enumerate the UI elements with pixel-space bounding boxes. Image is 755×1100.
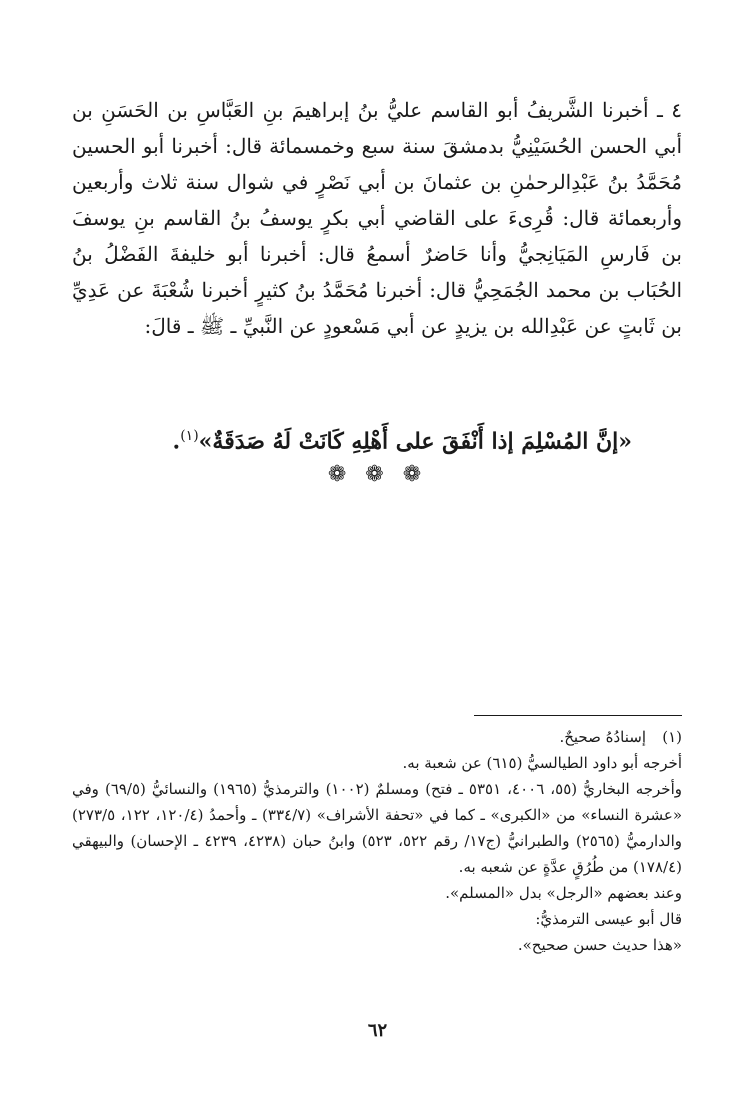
page-number: ٦٢ xyxy=(367,1020,388,1041)
main-text xyxy=(72,92,682,344)
isnad-paragraph: ٤ ـ أخبرنا الشَّريفُ أبو القاسم عليُّ بنُ إبراهيمَ بنِ العَبَّاسِ بن الحَسَنِ بن أبي الحسن الحُسَيْنِيُّ بدمشقَ سنة سبع وخمسمائة قال: أخبرنا أبو الحسين مُحَمَّدُ بنُ عَبْدِالرحمٰنِ بن عثمانَ بن أبي نَصْرٍ في شوال سنة ثلاث وأربعين وأربعمائة قال: قُرِىءَ على القاضي أبي بكرٍ يوسفُ بنُ القاسم بنِ يوسفَ بن فَارسِ المَيَانِجيُّ وأنا حَاضرٌ أسمعُ قال: أخبرنا أبو خليفةَ الفَضْلُ بنُ الحُبَاب بن محمد الجُمَحِيُّ قال: أخبرنا مُحَمَّدُ بنُ كثيرٍ أخبرنا شُعْبَةَ عن عَدِيِّ بن ثَابتٍ عن عَبْدِالله بن يزيدٍ عن أبي مَسْعودٍ عن النَّبيِّ ـ ﷺ ـ قالَ: xyxy=(72,98,682,338)
section-separator-icon: ❁ ❁ ❁ xyxy=(327,462,428,487)
footnote-line: قال أبو عيسى الترمذيُّ: xyxy=(535,910,682,928)
footnote-line: إسنادُهُ صحيحٌ. xyxy=(559,728,646,746)
hadith-end-mark: . xyxy=(172,428,181,455)
footnote-number: (١) xyxy=(662,728,682,746)
footnote-line: أخرجه أبو داود الطيالسيُّ (٦١٥) عن شعبة به. xyxy=(402,754,682,772)
footnote-line: وأخرجه البخاريُّ (٥٥، ٤٠٠٦، ٥٣٥١ ـ فتح) ومسلمٌ (١٠٠٢) والترمذيُّ (١٩٦٥) والنسائيُّ (٦٩/٥) وفي «عشرة النساء» من «الكبرى» ـ كما في «تحفة الأشراف» (٣٣٤/٧) ـ وأحمدُ (١٢٠/٤، ١٢٢، ٢٧٣/٥) والدارميُّ (٢٥٦٥) والطبرانيُّ (ج١٧/ رقم ٥٢٢، ٥٢٣) وابنُ حبان (٤٢٣٨، ٤٢٣٩ ـ الإحسان) والبيهقي (١٧٨/٤) من طُرُقٍ عدَّةٍ عن شعبه به. xyxy=(72,780,683,876)
hadith-matn: «إنَّ المُسْلِمَ إذا أَنْفَقَ على أَهْلِهِ كَانَتْ لَهُ صَدَقَةٌ» xyxy=(198,428,632,455)
footnote-line: «هذا حديث حسن صحيح». xyxy=(517,936,682,954)
footnotes xyxy=(72,724,682,958)
footnote-first-line xyxy=(72,724,682,750)
footnote-reference[interactable]: (١) xyxy=(180,428,199,444)
footnote-divider xyxy=(474,715,682,716)
footnote-line: وعند بعضهم «الرجل» بدل «المسلم». xyxy=(445,884,682,902)
hadith-text xyxy=(72,418,682,459)
